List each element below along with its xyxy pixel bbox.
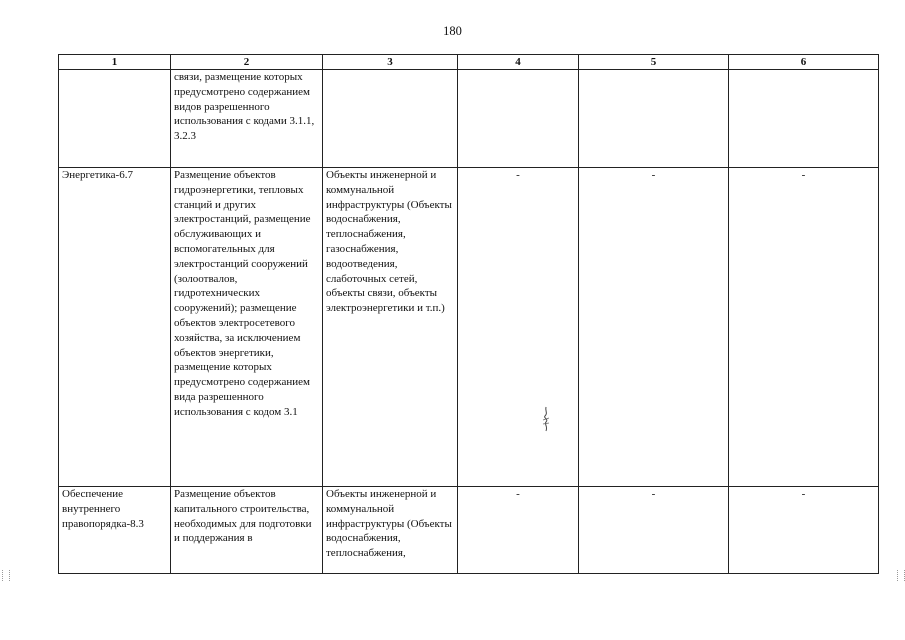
column-header: 1 [59, 55, 171, 70]
cell-col6: - [729, 487, 879, 574]
cell-objects: Объекты инженерной и коммунальной инфраструктуры (Объекты водоснабжения, теплоснабжения, газоснабжения, водоотведения, слаботочных сетей, объекты связи, объекты электроэнергетики и т.п.) [323, 168, 458, 487]
header-row [59, 55, 879, 70]
cell-description: Размещение объектов капитального строительства, необходимых для подготовки и поддержания в [171, 487, 323, 574]
cell-description: Размещение объектов гидроэнергетики, тепловых станций и других электростанций, размещение обслуживающих и вспомогательных для электростанций сооружений (золоотвалов, гидротехнических сооружений); размещение объектов электросетевого хозяйства, за исключением объектов энергетики, размещение которых предусмотрено содержанием вида разрешенного использования с кодом 3.1 [171, 168, 323, 487]
cell-use-name: Обеспечение внутреннего правопорядка-8.3 [59, 487, 171, 574]
cell-use-name: Энергетика-6.7 [59, 168, 171, 487]
column-header: 2 [171, 55, 323, 70]
binding-mark-left-icon [2, 570, 10, 581]
page-number: 180 [443, 24, 462, 38]
zoning-table [58, 54, 879, 574]
cell-col5 [579, 70, 729, 168]
cell-col6: - [729, 168, 879, 487]
column-header: 6 [729, 55, 879, 70]
cell-col4: - [458, 487, 579, 574]
cell-description: связи, размещение которых предусмотрено содержанием видов разрешенного использования с кодами 3.1.1, 3.2.3 [171, 70, 323, 168]
column-header: 3 [323, 55, 458, 70]
table-row [59, 70, 879, 168]
column-header: 5 [579, 55, 729, 70]
binding-mark-right-icon [897, 570, 905, 581]
cell-objects [323, 70, 458, 168]
cell-col6 [729, 70, 879, 168]
column-header: 4 [458, 55, 579, 70]
ink-mark-icon [540, 406, 552, 432]
table-row [59, 487, 879, 574]
cell-col4: - [458, 168, 579, 487]
cell-objects: Объекты инженерной и коммунальной инфраструктуры (Объекты водоснабжения, теплоснабжения, [323, 487, 458, 574]
table-row [59, 168, 879, 487]
cell-use-name [59, 70, 171, 168]
cell-col5: - [579, 168, 729, 487]
cell-col4 [458, 70, 579, 168]
cell-col5: - [579, 487, 729, 574]
